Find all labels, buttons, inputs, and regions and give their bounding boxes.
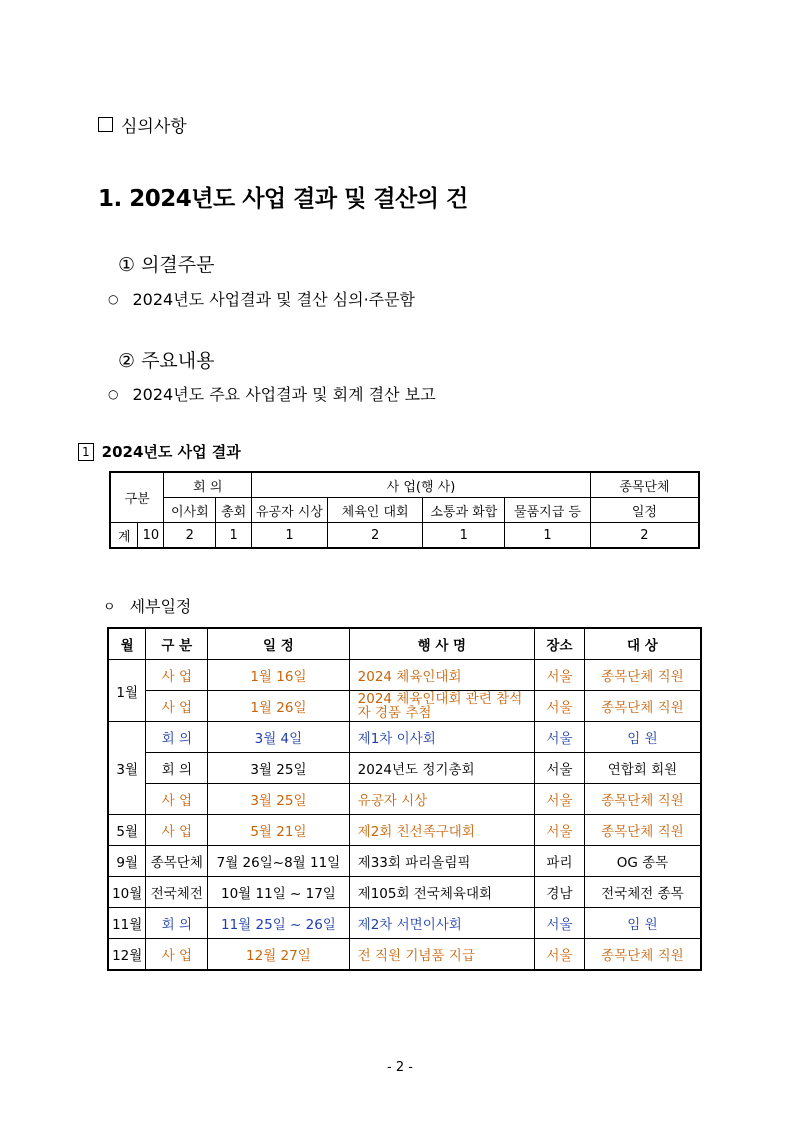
schedule-target-cell: 종목단체 직원 [584, 660, 701, 691]
schedule-event-cell: 제1차 이사회 [349, 722, 534, 753]
summary-value: 1 [216, 523, 252, 549]
schedule-type-cell: 회 의 [146, 722, 208, 753]
schedule-date-cell: 11월 25일 ~ 26일 [208, 908, 349, 939]
results-heading [78, 441, 241, 462]
schedule-month-cell: 3월 [108, 722, 146, 815]
schedule-type-cell: 사 업 [146, 784, 208, 815]
page-title: 1. 2024년도 사업 결과 및 결산의 건 [98, 186, 468, 212]
circle-bullet-icon: ○ [108, 291, 119, 306]
schedule-event-cell: 전 직원 기념품 지급 [349, 939, 534, 971]
schedule-month-cell: 10월 [108, 877, 146, 908]
schedule-row [108, 691, 701, 722]
summary-value: 2 [590, 523, 699, 549]
schedule-type-cell: 회 의 [146, 753, 208, 784]
schedule-place-cell: 서울 [535, 815, 585, 846]
summary-value: 1 [423, 523, 505, 549]
schedule-target-cell: OG 종목 [584, 846, 701, 877]
summary-total-label: 계 [110, 523, 138, 549]
schedule-place-cell: 서울 [535, 939, 585, 971]
section-heading-text: 심의사항 [121, 117, 187, 137]
schedule-header-type: 구 분 [146, 628, 208, 660]
schedule-date-cell: 3월 25일 [208, 784, 349, 815]
detail-heading-text: 세부일정 [129, 597, 192, 616]
results-heading-text: 2024년도 사업 결과 [101, 443, 241, 461]
schedule-date-cell: 1월 16일 [208, 660, 349, 691]
schedule-month-cell: 9월 [108, 846, 146, 877]
summary-col-header: 총회 [216, 498, 252, 523]
schedule-row [108, 939, 701, 971]
schedule-table [107, 627, 702, 971]
summary-total-value: 10 [138, 523, 164, 549]
summary-value: 1 [252, 523, 328, 549]
schedule-event-cell: 2024년도 정기총회 [349, 753, 534, 784]
schedule-target-cell: 전국체전 종목 [584, 877, 701, 908]
schedule-target-cell: 종목단체 직원 [584, 691, 701, 722]
summary-table [109, 471, 700, 549]
schedule-date-cell: 10월 11일 ~ 17일 [208, 877, 349, 908]
schedule-date-cell: 5월 21일 [208, 815, 349, 846]
schedule-header-date: 일 정 [208, 628, 349, 660]
schedule-target-cell: 연합회 회원 [584, 753, 701, 784]
schedule-place-cell: 서울 [535, 691, 585, 722]
schedule-month-cell: 12월 [108, 939, 146, 971]
schedule-type-cell: 사 업 [146, 815, 208, 846]
schedule-place-cell: 서울 [535, 722, 585, 753]
schedule-header-event: 행 사 명 [349, 628, 534, 660]
schedule-type-cell: 사 업 [146, 691, 208, 722]
section-heading [98, 112, 187, 137]
checkbox-square-icon [98, 117, 113, 132]
schedule-row [108, 784, 701, 815]
summary-col-header: 체육인 대회 [327, 498, 423, 523]
schedule-event-cell: 유공자 시상 [349, 784, 534, 815]
circle-bullet-icon: ○ [108, 386, 119, 401]
bullet-resolution-text: 2024년도 사업결과 및 결산 심의·주문함 [132, 290, 416, 309]
schedule-row [108, 846, 701, 877]
schedule-row [108, 722, 701, 753]
schedule-header-target: 대 상 [584, 628, 701, 660]
schedule-event-cell: 제105회 전국체육대회 [349, 877, 534, 908]
sub-heading-main-content: ② 주요내용 [118, 350, 215, 372]
schedule-place-cell: 경남 [535, 877, 585, 908]
schedule-month-cell: 5월 [108, 815, 146, 846]
summary-col-header: 일정 [590, 498, 699, 523]
summary-col-header: 소통과 화합 [423, 498, 505, 523]
schedule-date-cell: 3월 25일 [208, 753, 349, 784]
schedule-header-place: 장소 [535, 628, 585, 660]
schedule-target-cell: 종목단체 직원 [584, 939, 701, 971]
schedule-date-cell: 7월 26일~8월 11일 [208, 846, 349, 877]
schedule-row [108, 753, 701, 784]
schedule-event-cell: 제2회 친선족구대회 [349, 815, 534, 846]
schedule-header-month: 월 [108, 628, 146, 660]
schedule-place-cell: 서울 [535, 753, 585, 784]
schedule-type-cell: 종목단체 [146, 846, 208, 877]
schedule-row [108, 908, 701, 939]
schedule-target-cell: 종목단체 직원 [584, 815, 701, 846]
summary-col-header: 물품지급 등 [505, 498, 591, 523]
schedule-place-cell: 서울 [535, 660, 585, 691]
summary-col-header: 유공자 시상 [252, 498, 328, 523]
schedule-month-cell: 1월 [108, 660, 146, 722]
schedule-type-cell: 전국체전 [146, 877, 208, 908]
bullet-resolution [108, 287, 415, 310]
schedule-target-cell: 종목단체 직원 [584, 784, 701, 815]
schedule-type-cell: 회 의 [146, 908, 208, 939]
schedule-row [108, 877, 701, 908]
summary-gubun-header: 구분 [110, 472, 164, 523]
summary-meeting-header: 회 의 [164, 472, 252, 498]
schedule-type-cell: 사 업 [146, 660, 208, 691]
schedule-target-cell: 임 원 [584, 908, 701, 939]
schedule-month-cell: 11월 [108, 908, 146, 939]
summary-value: 2 [164, 523, 216, 549]
schedule-event-cell: 2024 체육인대회 관련 참석자 경품 추첨 [349, 691, 534, 722]
schedule-event-cell: 2024 체육인대회 [349, 660, 534, 691]
number-box: 1 [78, 443, 94, 461]
bullet-main-content-text: 2024년도 주요 사업결과 및 회계 결산 보고 [132, 385, 436, 404]
schedule-event-cell: 제33회 파리올림픽 [349, 846, 534, 877]
schedule-place-cell: 서울 [535, 908, 585, 939]
schedule-body [108, 660, 701, 971]
schedule-row [108, 815, 701, 846]
schedule-event-cell: 제2차 서면이사회 [349, 908, 534, 939]
detail-marker: ㅇ [103, 600, 116, 615]
schedule-date-cell: 1월 26일 [208, 691, 349, 722]
page-number: - 2 - [387, 1060, 413, 1075]
schedule-type-cell: 사 업 [146, 939, 208, 971]
schedule-row [108, 660, 701, 691]
schedule-date-cell: 12월 27일 [208, 939, 349, 971]
bullet-main-content [108, 382, 436, 405]
sub-heading-resolution: ① 의결주문 [118, 254, 215, 276]
summary-value: 2 [327, 523, 423, 549]
schedule-place-cell: 파리 [535, 846, 585, 877]
schedule-date-cell: 3월 4일 [208, 722, 349, 753]
summary-event-header: 사 업(행 사) [252, 472, 591, 498]
summary-value: 1 [505, 523, 591, 549]
schedule-place-cell: 서울 [535, 784, 585, 815]
detail-heading [103, 594, 191, 617]
schedule-target-cell: 임 원 [584, 722, 701, 753]
summary-org-header: 종목단체 [590, 472, 699, 498]
summary-col-header: 이사회 [164, 498, 216, 523]
